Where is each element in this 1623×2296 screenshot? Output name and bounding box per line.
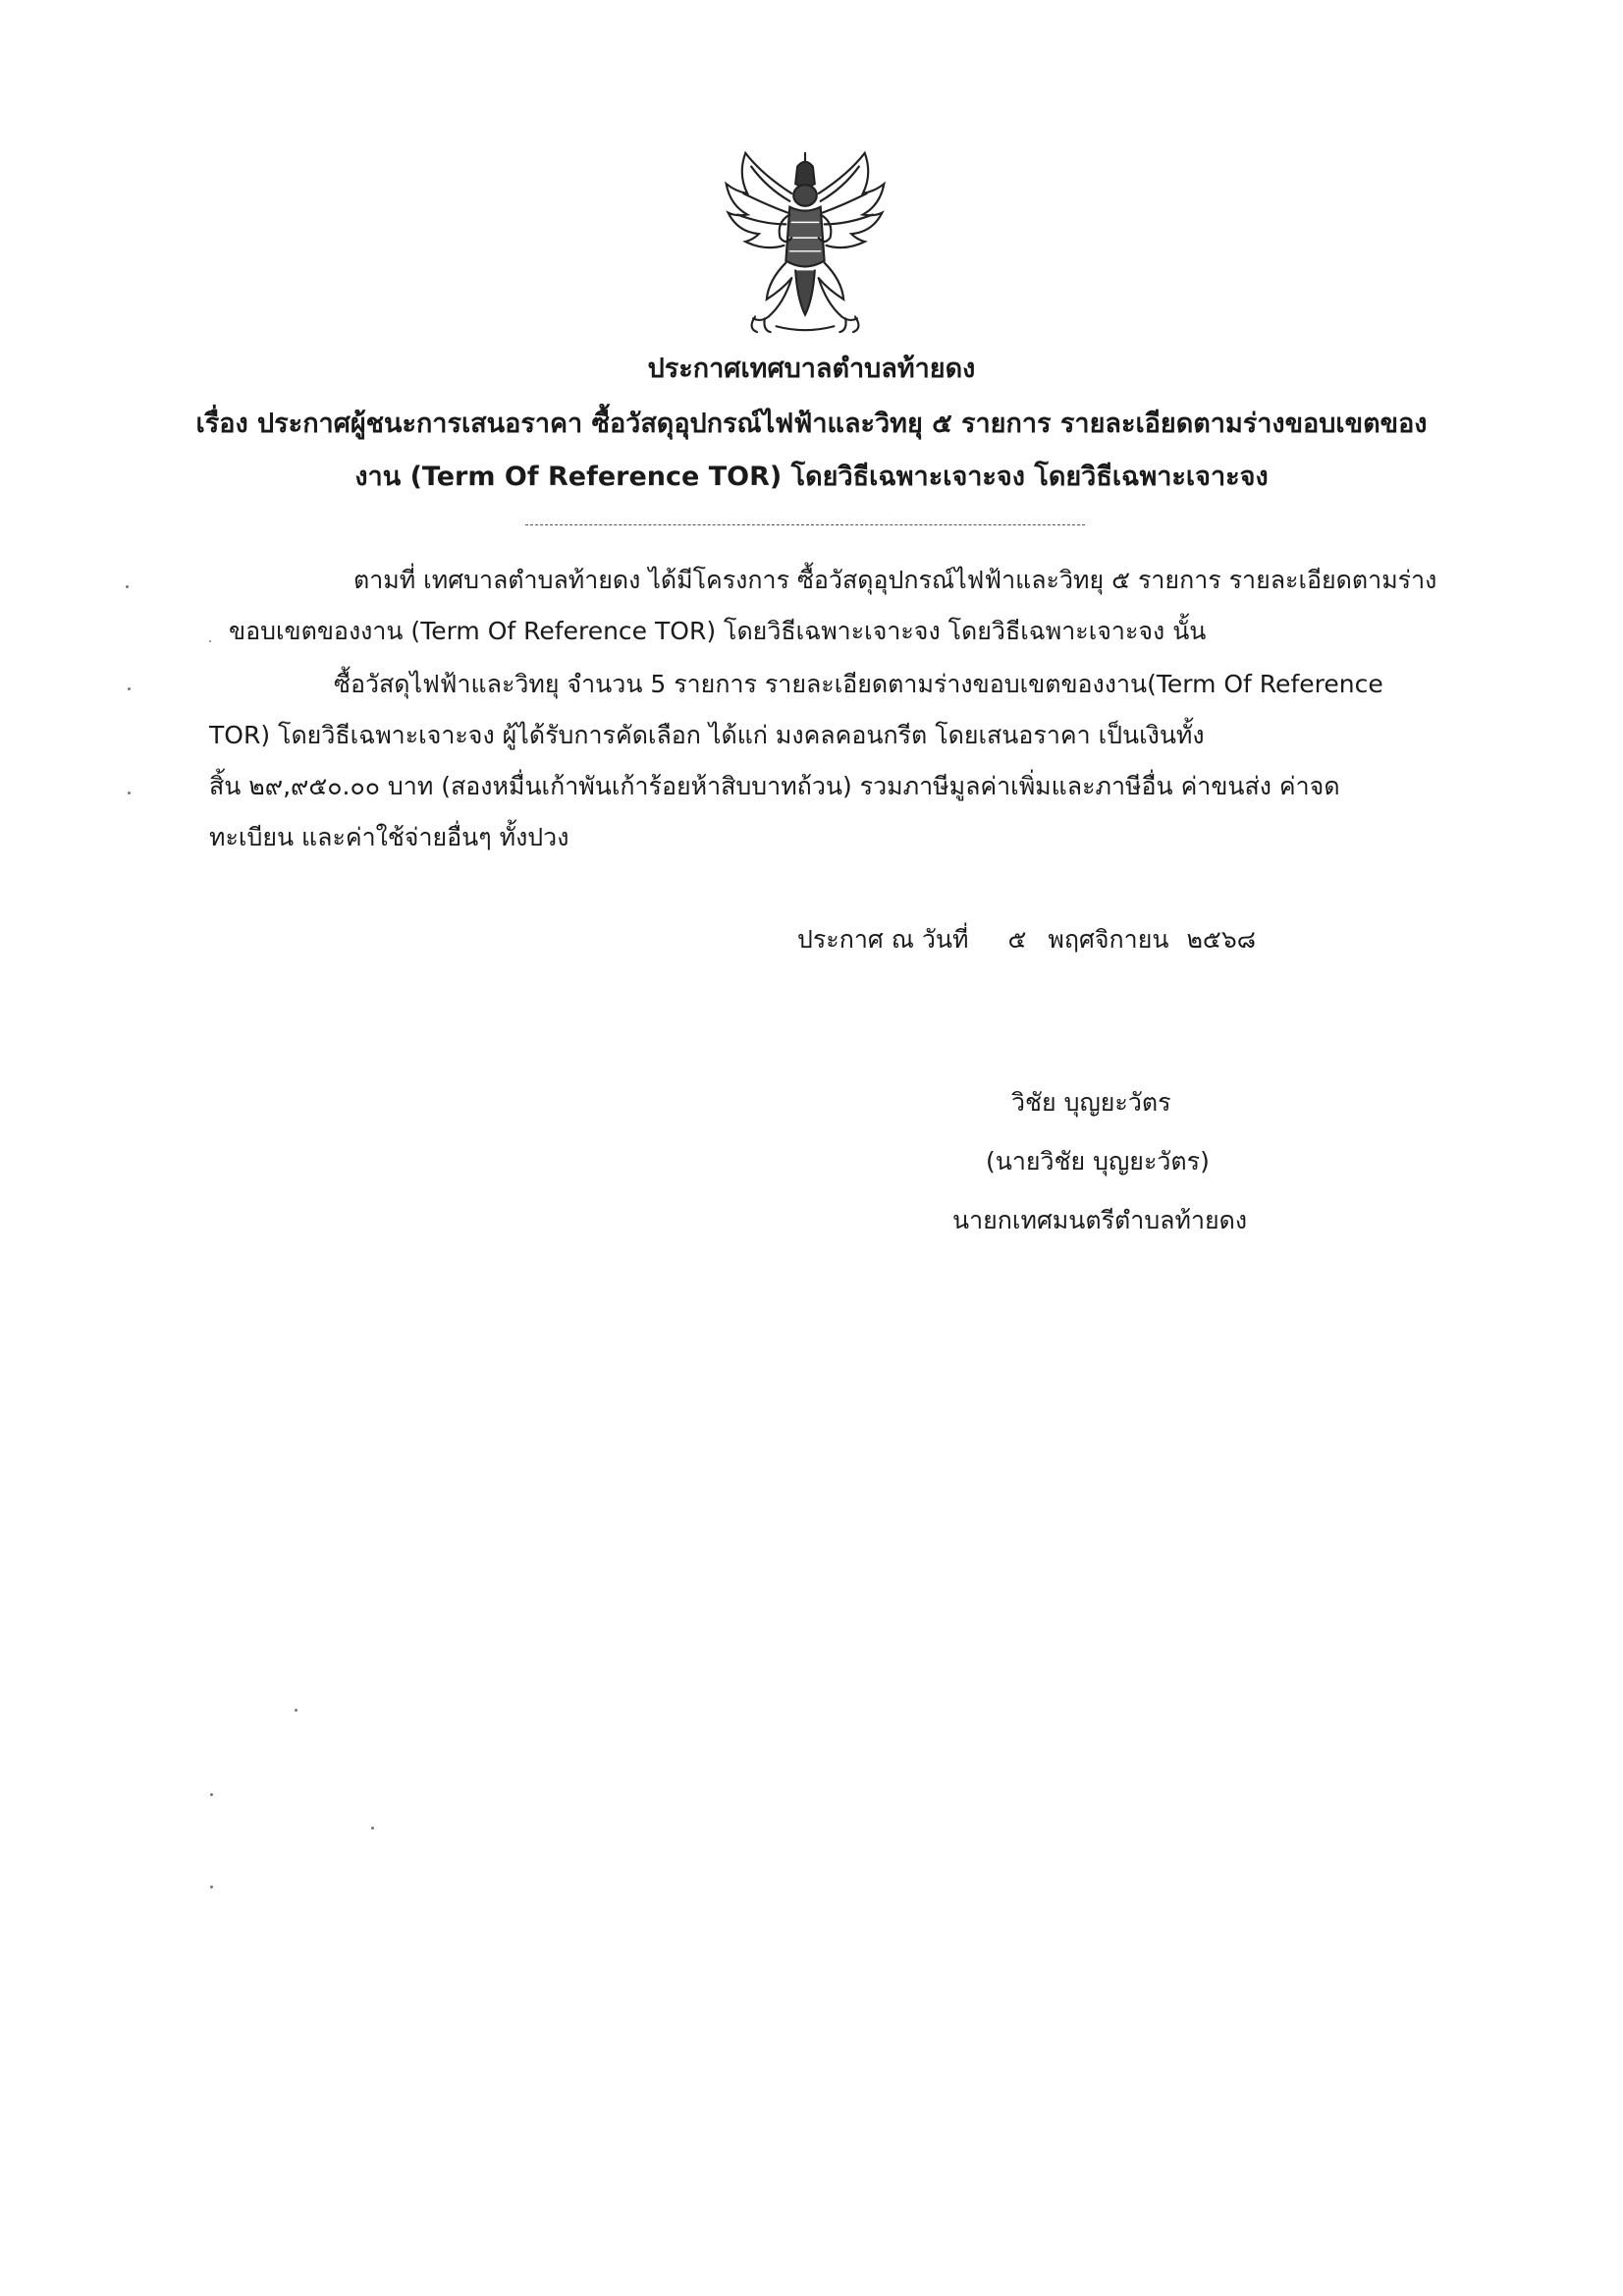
signature-name: วิชัย บุญยะวัตร (1011, 1088, 1171, 1117)
signature-position: นายกเทศมนตรีตำบลท้ายดง (952, 1206, 1248, 1234)
date-month: พฤศจิกายน (1048, 925, 1169, 954)
scan-speck (210, 1793, 213, 1796)
paragraph-2-line-3: สิ้น ๒๙,๙๕๐.๐๐ บาท (สองหมื่นเก้าพันเก้าร้อยห้าสิบบาทถ้วน) รวมภาษีมูลค่าเพิ่มและภาษีอื่น ค่าขนส่ง ค่าจด (209, 772, 1340, 800)
subject-line-2: งาน (Term Of Reference TOR) โดยวิธีเฉพาะเจาะจง โดยวิธีเฉพาะเจาะจง (354, 462, 1269, 492)
scan-speck (371, 1827, 374, 1830)
announcement-date (797, 923, 1256, 957)
scan-speck (126, 585, 129, 588)
scan-speck (128, 792, 131, 794)
paragraph-2-line-1: ซื้อวัสดุไฟฟ้าและวิทยุ จำนวน 5 รายการ รายละเอียดตามร่างขอบเขตของงาน(Term Of Reference (334, 670, 1383, 698)
garuda-emblem-icon (709, 145, 901, 338)
scan-speck (295, 1709, 298, 1712)
header-divider (525, 524, 1085, 525)
paragraph-2-line-4: ทะเบียน และค่าใช้จ่ายอื่นๆ ทั้งปวง (209, 823, 569, 851)
scan-speck (209, 640, 211, 642)
scan-speck (210, 1886, 213, 1888)
subject-line-1: เรื่อง ประกาศผู้ชนะการเสนอราคา ซื้อวัสดุอุปกรณ์ไฟฟ้าและวิทยุ ๕ รายการ รายละเอียดตามร่างขอบเขตของ (195, 409, 1428, 439)
office-title: ประกาศเทศบาลตำบลท้ายดง (647, 354, 976, 384)
paragraph-1-line-2: ขอบเขตของงาน (Term Of Reference TOR) โดยวิธีเฉพาะเจาะจง โดยวิธีเฉพาะเจาะจง นั้น (229, 617, 1207, 645)
date-prefix: ประกาศ ณ วันที่ (797, 925, 969, 954)
signature-full-name: (นายวิชัย บุญยะวัตร) (986, 1147, 1210, 1175)
date-year: ๒๕๖๘ (1186, 925, 1256, 954)
paragraph-1-line-1: ตามที่ เทศบาลตำบลท้ายดง ได้มีโครงการ ซื้อวัสดุอุปกรณ์ไฟฟ้าและวิทยุ ๕ รายการ รายละเอียดตามร่าง (353, 566, 1437, 594)
scan-speck (128, 687, 131, 690)
paragraph-2-line-2: TOR) โดยวิธีเฉพาะเจาะจง ผู้ได้รับการคัดเลือก ได้แก่ มงคลคอนกรีต โดยเสนอราคา เป็นเงินทั้ง (209, 721, 1205, 749)
date-day: ๕ (1007, 925, 1027, 954)
